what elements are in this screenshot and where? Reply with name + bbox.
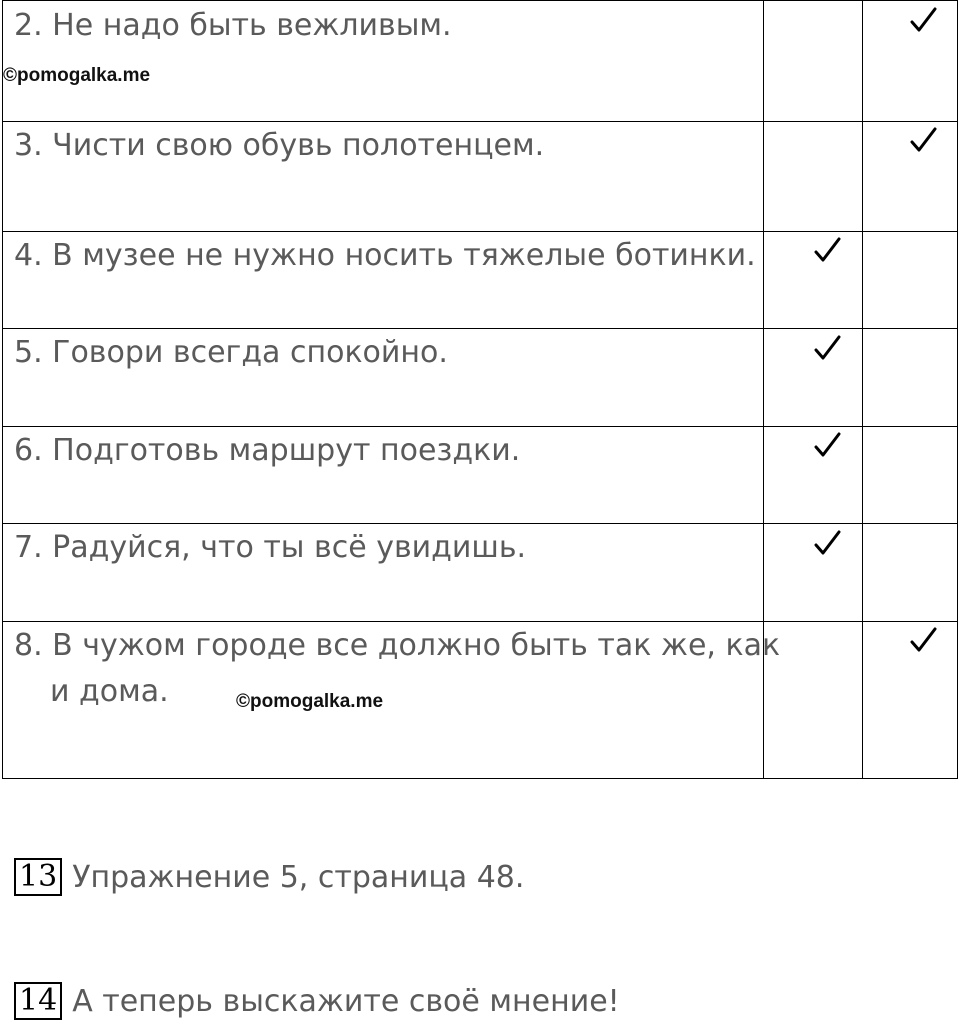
statement-text-continued: и дома. <box>50 674 169 709</box>
statement-text: 3. Чисти свою обувь полотенцем. <box>14 128 545 163</box>
table-row-statement <box>14 428 759 474</box>
table-row-statement <box>14 233 759 279</box>
checkmark-icon <box>908 126 938 156</box>
watermark: ©pomogalka.me <box>3 65 151 86</box>
table-row-statement <box>14 330 759 376</box>
statement-text: 8. В чужом городе все должно быть так же, как <box>14 628 781 663</box>
statement-text: 5. Говори всегда спокойно. <box>14 335 448 370</box>
table-row-statement <box>14 623 781 715</box>
statement-text: 7. Радуйся, что ты всё увидишь. <box>14 530 527 565</box>
row-divider <box>2 523 958 524</box>
task-text: А теперь выскажите своё мнение! <box>72 983 620 1019</box>
statement-text: 4. В музее не нужно носить тяжелые ботинки. <box>14 238 756 273</box>
row-divider <box>2 231 958 232</box>
statement-text: 6. Подготовь маршрут поездки. <box>14 433 521 468</box>
column-divider-false <box>862 0 863 779</box>
row-divider <box>2 426 958 427</box>
checkmark-icon <box>908 626 938 656</box>
task-number-box: 14 <box>14 982 62 1020</box>
task-13 <box>14 855 524 899</box>
watermark: ©pomogalka.me <box>236 691 384 712</box>
row-divider <box>2 328 958 329</box>
row-divider <box>2 121 958 122</box>
checkmark-icon <box>812 334 842 364</box>
task-text: Упражнение 5, страница 48. <box>72 859 525 895</box>
checkmark-icon <box>812 236 842 266</box>
statement-text: 2. Не надо быть вежливым. <box>14 8 452 43</box>
table-row-statement <box>14 525 759 571</box>
row-divider <box>2 621 958 622</box>
checkmark-icon <box>908 6 938 36</box>
table-row-statement <box>14 123 759 169</box>
task-14 <box>14 979 620 1023</box>
table-row-statement <box>14 3 759 49</box>
task-number-box: 13 <box>14 858 62 896</box>
checkmark-icon <box>812 431 842 461</box>
checkmark-icon <box>812 529 842 559</box>
